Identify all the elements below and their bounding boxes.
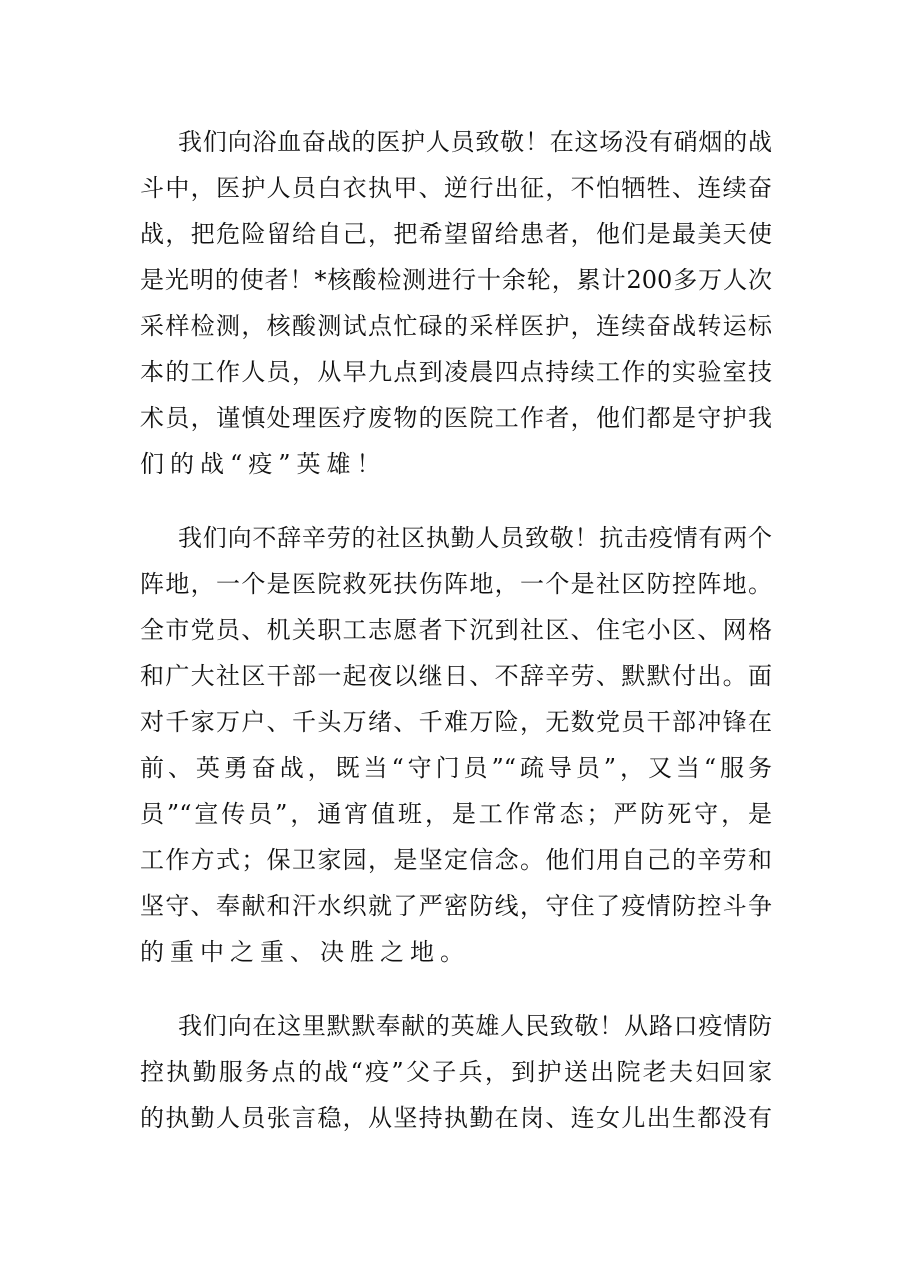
paragraph-2-line-6: 前、英勇奋战，既当“守门员”“疏导员”，又当“服务 [140,754,772,782]
paragraph-1-line-5: 采样检测，核酸测试点忙碌的采样医护，连续奋战转运标 [140,312,772,340]
paragraph-2-line-7: 员”“宣传员”，通宵值班，是工作常态；严防死守，是 [140,800,772,828]
paragraph-2-line-3: 全市党员、机关职工志愿者下沉到社区、住宅小区、网格 [140,616,772,644]
paragraph-1-line-8: 们的战“疫”英雄！ [140,450,387,478]
paragraph-2-line-5: 对千家万户、千头万绪、千难万险，无数党员干部冲锋在 [140,708,772,736]
paragraph-1-line-2: 斗中，医护人员白衣执甲、逆行出征，不怕牺牲、连续奋 [140,174,772,202]
paragraph-3-line-1: 我们向在这里默默奉献的英雄人民致敬！从路口疫情防 [178,1012,772,1040]
paragraph-1-line-1: 我们向浴血奋战的医护人员致敬！在这场没有硝烟的战 [178,128,772,156]
paragraph-1-line-4: 是光明的使者！*核酸检测进行十余轮，累计200多万人次 [140,266,772,294]
paragraph-2-line-9: 坚守、奉献和汗水织就了严密防线，守住了疫情防控斗争 [140,892,772,920]
paragraph-3-line-3: 的执勤人员张言稳，从坚持执勤在岗、连女儿出生都没有 [140,1104,772,1132]
paragraph-2-line-1: 我们向不辞辛劳的社区执勤人员致敬！抗击疫情有两个 [178,524,772,552]
paragraph-1-line-7: 术员，谨慎处理医疗废物的医院工作者，他们都是守护我 [140,404,772,432]
paragraph-1-line-6: 本的工作人员，从早九点到凌晨四点持续工作的实验室技 [140,358,772,386]
paragraph-2-line-8: 工作方式；保卫家园，是坚定信念。他们用自己的辛劳和 [140,846,772,874]
paragraph-2-line-2: 阵地，一个是医院救死扶伤阵地，一个是社区防控阵地。 [140,570,772,598]
paragraph-1-line-3: 战，把危险留给自己，把希望留给患者，他们是最美天使 [140,220,772,248]
paragraph-3-line-2: 控执勤服务点的战“疫”父子兵，到护送出院老夫妇回家 [140,1058,772,1086]
paragraph-2-line-4: 和广大社区干部一起夜以继日、不辞辛劳、默默付出。面 [140,662,772,690]
paragraph-2-line-10: 的重中之重、决胜之地。 [140,938,470,966]
